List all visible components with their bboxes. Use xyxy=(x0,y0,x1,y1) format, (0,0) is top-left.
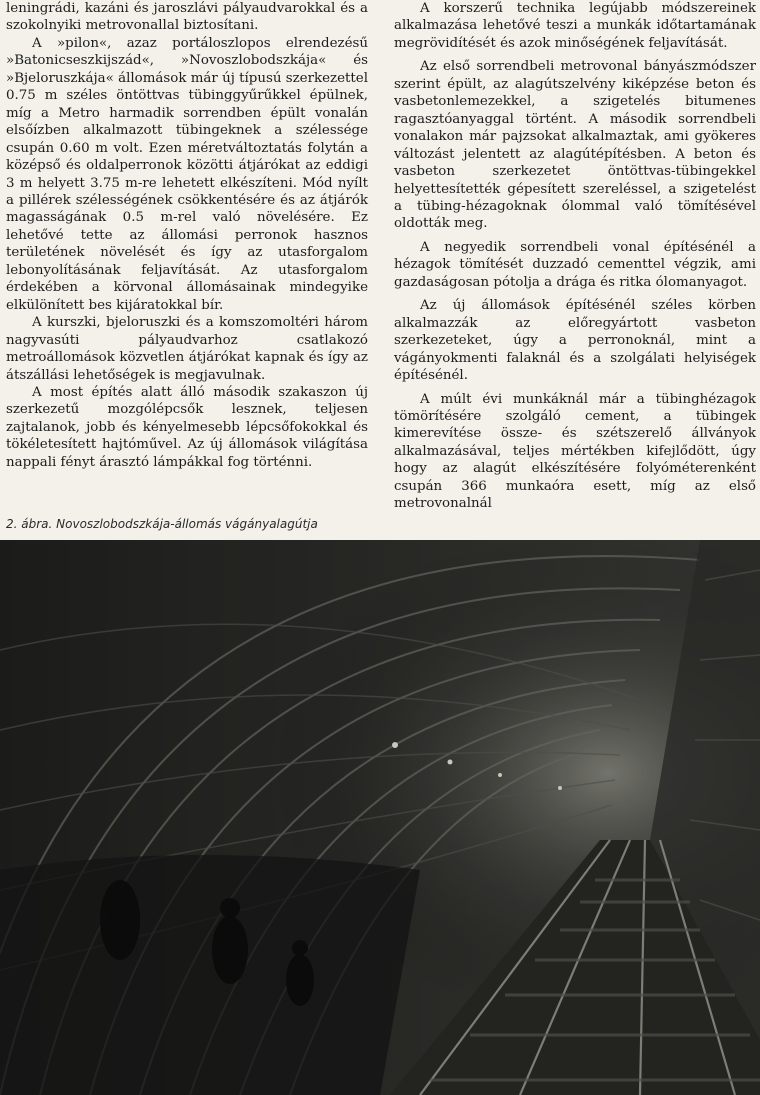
paragraph: A »pilon«, azaz portáloszlopos elrendezésű »Batonicseszkijszád«, »Novoszlobodszkája« és »Bjeloruszkája« állomások már új típusú szerkezettel 0.75 m széles öntöttvas tübinggyűrűkkel épülnek, míg a Metro harmadik sorrendben épült vonalán elsőízben alkalmazott tübingeknek a szélessége csupán 0.60 m volt. Ezen méretváltoztatás folytán a középső és oldalperronok közötti átjárókat az eddigi 3 m helyett 3.75 m-re lehetett elkészíteni. Mód nyílt a pillérek szélességének csökkentésére és az átjárók magasságának 0.5 m-rel való növelésére. Ez lehetővé tette az állomási perronok hasznos területének növelését és így az utasforgalom lebonyolításának feljavítását. Az utasforgalom érdekében a körvonal állomásainak mindegyike elkülönített bes kijáratokkal bír. xyxy=(6,35,368,313)
paragraph: leningrádi, kazáni és jaroszlávi pályaudvarokkal és a szokolnyiki metrovonallal biztosítani. xyxy=(6,1,368,34)
left-text-column xyxy=(6,0,368,471)
paragraph: A korszerű technika legújabb módszereinek alkalmazása lehetővé teszi a munkák időtartamának megrövidítését és azok minőségének feljavítását. xyxy=(394,1,756,51)
paragraph: A kurszki, bjeloruszki és a komszomoltéri három nagyvasúti pályaudvarhoz csatlakozó metroállomások közvetlen átjárókat kapnak és így az átszállási lehetőségek is megjavulnak. xyxy=(6,315,368,383)
figure-caption: 2. ábra. Novoszlobodszkája-állomás vágányalagútja xyxy=(6,517,318,531)
paragraph: A múlt évi munkáknál már a tübinghézagok tömörítésére szolgáló cement, a tübingek kimerevítése össze- és szétszerelő állványok alkalmazásával, teljes mértékben kifejlődött, úgy hogy az alagút elkészítésére folyóméterenként csupán 366 munkaóra esett, míg az első metrovonalnál xyxy=(394,391,756,512)
paragraph: Az első sorrendbeli metrovonal bányászmódszer szerint épült, az alagútszelvény kiképzése beton és vasbetonlemezekkel, a szigetelés bitumenes ragasztóanyaggal történt. A második sorrendbeli vonalakon már pajzsokat alkalmaztak, ami gyökeres változást jelentett az alagútépítésben. A beton és vasbeton szerkezetet öntöttvas-tübingekkel helyettesítették gépesített szereléssel, a szigetelést a tübing-hézagoknak ólommal való tömítésével oldották meg. xyxy=(394,59,756,232)
tunnel-photograph xyxy=(0,540,760,1095)
paragraph: A most építés alatt álló második szakaszon új szerkezetű mozgólépcsők lesznek, teljesen zajtalanok, jobb és kényelmesebb lépcsőfokokkal és tökéletesített hajtóművel. Az új állomások világítása nappali fényt árasztó lámpákkal fog történni. xyxy=(6,384,368,470)
paragraph: A negyedik sorrendbeli vonal építésénél a hézagok tömítését duzzadó cementtel végzik, ami gazdaságosan pótolja a drága és ritka ólomanyagot. xyxy=(394,239,756,290)
right-text-column xyxy=(394,0,756,513)
paragraph: Az új állomások építésénél széles körben alkalmazzák az előregyártott vasbeton szerkezeteket, úgy a perronoknál, mint a vágányokmenti falaknál és a szolgálati helyiségek építésénél. xyxy=(394,298,756,384)
